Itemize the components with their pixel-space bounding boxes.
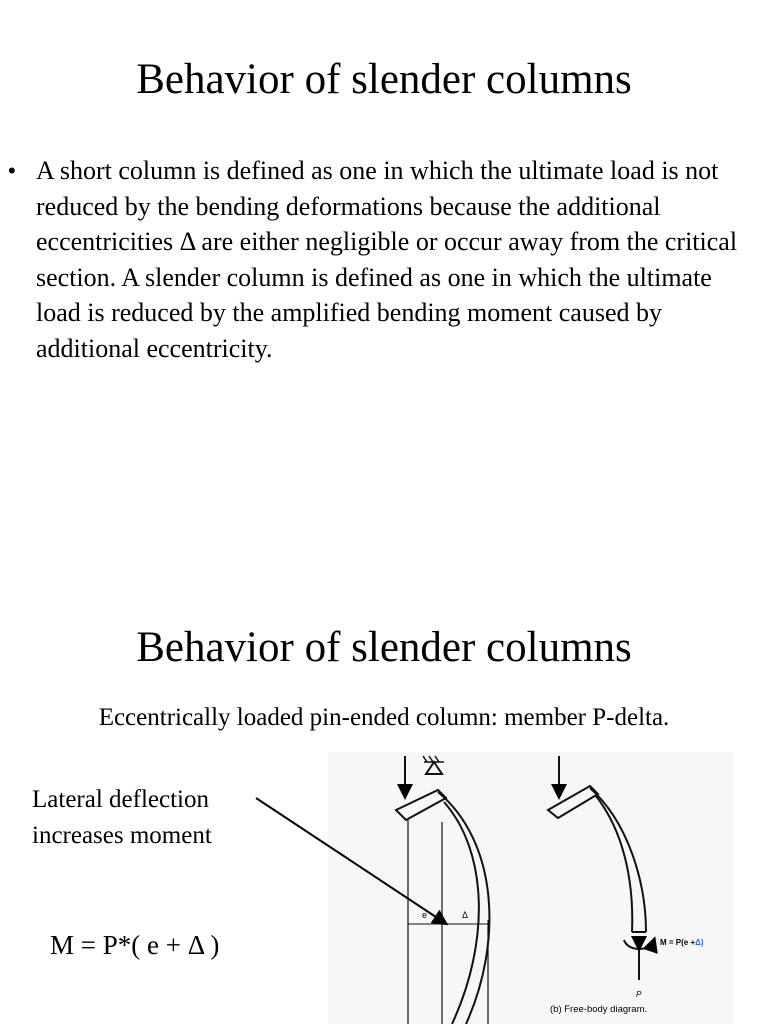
slide-title: Behavior of slender columns xyxy=(136,624,632,671)
annotation-line-1: Lateral deflection xyxy=(32,786,209,813)
label-e: e xyxy=(422,910,428,920)
label-delta: Δ xyxy=(462,910,469,920)
bullet-list xyxy=(8,153,760,366)
moment-formula: M = P*( e + Δ ) xyxy=(50,930,220,960)
label-p: P xyxy=(636,990,642,999)
figure-caption: (b) Free-body diagram. xyxy=(550,1004,648,1015)
slide-title: Behavior of slender columns xyxy=(136,56,632,103)
annotation-line-2: increases moment xyxy=(32,822,212,849)
slide-subtitle: Eccentrically loaded pin-ended column: member P-delta. xyxy=(98,704,670,731)
slide-2 xyxy=(0,512,768,1024)
bullet-text: A short column is defined as one in which the ultimate load is not reduced by the bending deformations because the additional eccentricities Δ are either negligible or occur away from the critical section. A slender column is defined as one in which the ultimate load is reduced by the amplified bending moment caused by additional eccentricity. xyxy=(36,156,738,363)
label-moment: M = P(e +Δ) xyxy=(660,938,704,947)
annotation-pointer-arrow xyxy=(0,512,768,1024)
bullet-icon: • xyxy=(8,158,16,183)
